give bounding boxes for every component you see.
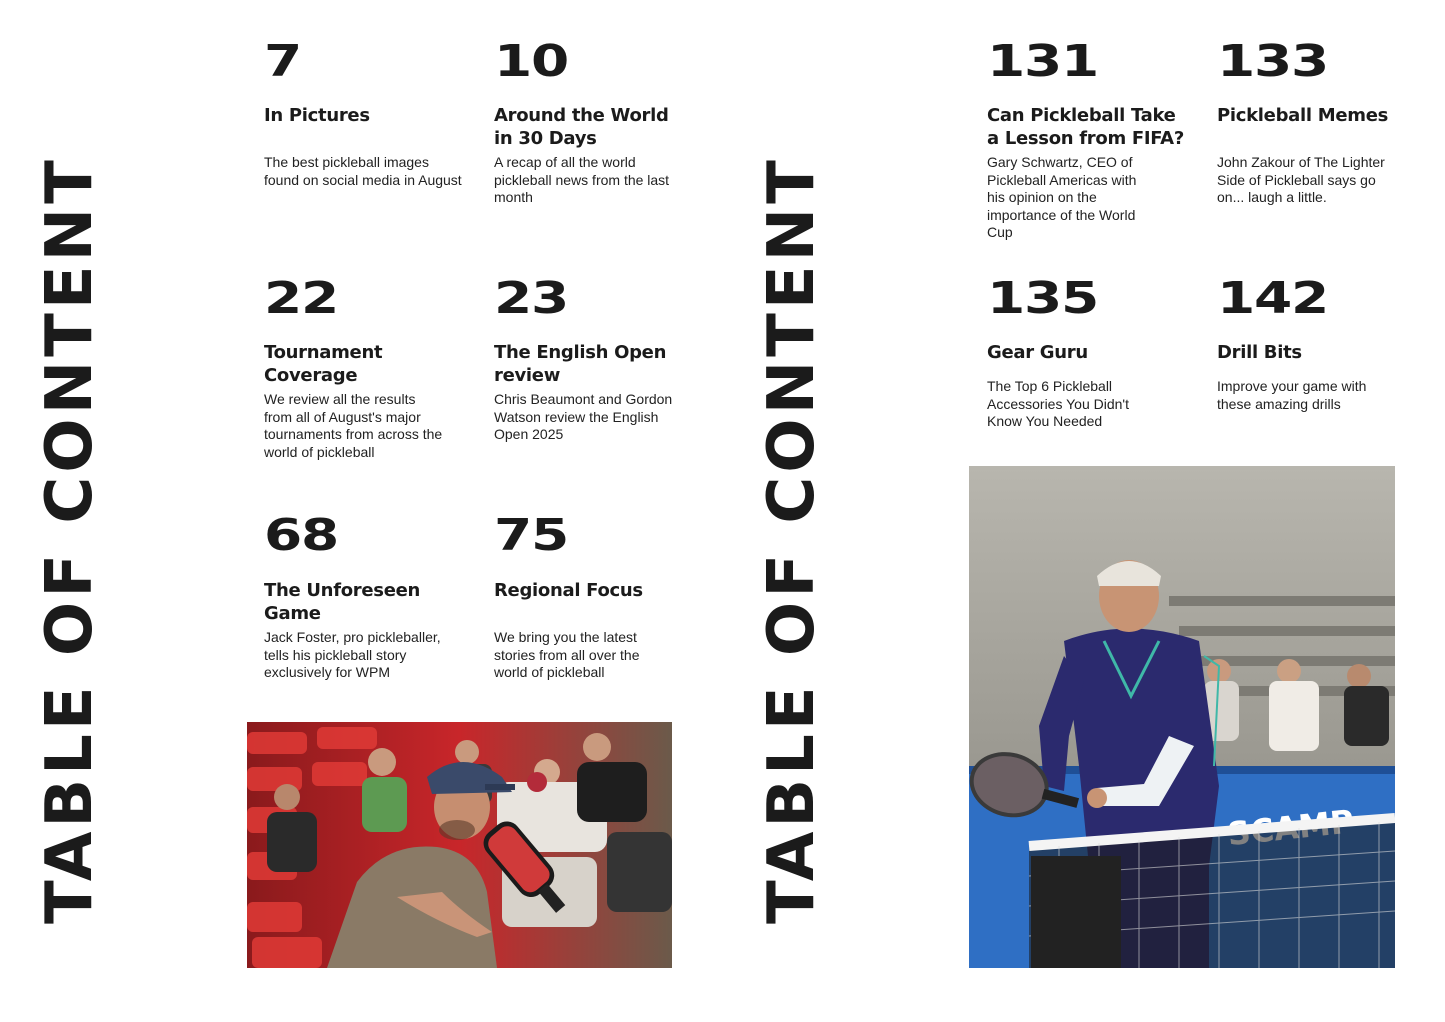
- toc-entry[interactable]: [494, 273, 674, 444]
- entry-title: Drill Bits: [1217, 342, 1302, 363]
- entry-description: The best pickleball images found on social media in August: [264, 154, 462, 188]
- toc-entry[interactable]: [494, 36, 674, 207]
- page-number: 10: [494, 36, 569, 87]
- entry-description: A recap of all the world pickleball news from the last month: [494, 154, 670, 205]
- entry-title: Tournament Coverage: [264, 342, 383, 386]
- page-number: 133: [1217, 36, 1329, 87]
- entry-title: The English Open review: [494, 342, 667, 386]
- entry-description: Jack Foster, pro pickleballer, tells his pickleball story exclusively for WPM: [264, 629, 441, 680]
- toc-entry[interactable]: [494, 510, 674, 682]
- entry-description: Chris Beaumont and Gordon Watson review the English Open 2025: [494, 391, 673, 442]
- vertical-title-left: [33, 90, 107, 990]
- toc-entry[interactable]: [264, 273, 444, 461]
- toc-entry[interactable]: [987, 273, 1167, 431]
- entry-title: Pickleball Memes: [1217, 105, 1389, 126]
- entry-description: We bring you the latest stories from all over the world of pickleball: [494, 629, 640, 680]
- page-number: 7: [264, 36, 302, 87]
- toc-entry[interactable]: [264, 510, 444, 682]
- entry-title: In Pictures: [264, 105, 370, 126]
- entry-description: The Top 6 Pickleball Accessories You Didn't Know You Needed: [987, 378, 1129, 429]
- entry-description: We review all the results from all of August's major tournaments from across the world of pickleball: [264, 391, 443, 460]
- vertical-title-right: [755, 90, 829, 990]
- page-title: TABLE OF CONTENT: [33, 156, 107, 924]
- photo-player-net: [969, 466, 1395, 968]
- page-number: 22: [264, 273, 339, 324]
- toc-entry[interactable]: [987, 36, 1187, 242]
- toc-entry[interactable]: [1217, 36, 1407, 207]
- entry-description: John Zakour of The Lighter Side of Pickleball says go on... laugh a little.: [1217, 154, 1385, 205]
- entry-title: Gear Guru: [987, 342, 1088, 363]
- page-number: 23: [494, 273, 569, 324]
- page-number: 75: [494, 510, 569, 561]
- entry-title: The Unforeseen Game: [264, 580, 421, 624]
- page-number: 68: [264, 510, 339, 561]
- page-number: 131: [987, 36, 1099, 87]
- toc-entry[interactable]: [1217, 273, 1397, 413]
- page-number: 135: [987, 273, 1099, 324]
- page-number: 142: [1217, 273, 1329, 324]
- photo-player-net-illustration: [969, 466, 1395, 968]
- entry-description: Gary Schwartz, CEO of Pickleball Americas with his opinion on the importance of the World Cup: [987, 154, 1137, 240]
- entry-title: Regional Focus: [494, 580, 643, 601]
- photo-player-stadium: [247, 722, 672, 968]
- page-title: TABLE OF CONTENT: [755, 156, 829, 924]
- photo-player-stadium-illustration: [247, 722, 672, 968]
- entry-title: Can Pickleball Take a Lesson from FIFA?: [987, 105, 1184, 149]
- entry-title: Around the World in 30 Days: [494, 105, 669, 149]
- entry-description: Improve your game with these amazing drills: [1217, 378, 1367, 412]
- toc-entry[interactable]: [264, 36, 464, 189]
